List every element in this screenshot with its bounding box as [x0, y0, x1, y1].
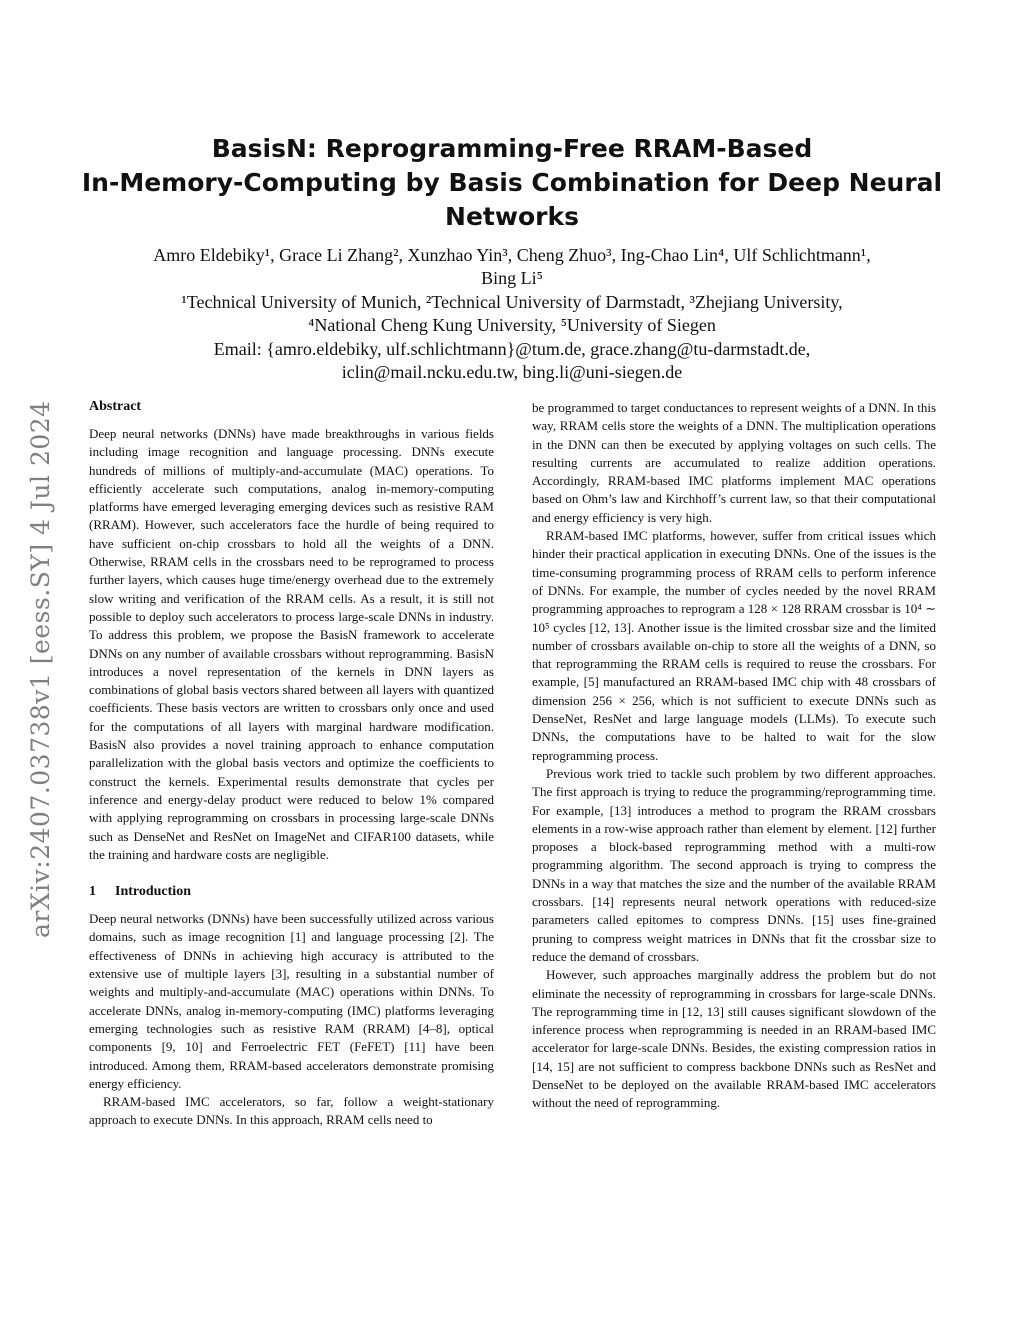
- email-line: iclin@mail.ncku.edu.tw, bing.li@uni-siegen.de: [341, 362, 683, 382]
- body-paragraph: RRAM-based IMC platforms, however, suffer from critical issues which hinder their practical application in executing DNNs. One of the issues is the time-consuming programming process of RRAM cells to perform inference of DNNs. For example, the number of cycles needed by the novel RRAM programming approaches to reprogram a 128 × 128 RRAM crossbar is 10⁴ ∼ 10⁵ cycles [12, 13]. Another issue is the limited crossbar size and the limited number of crossbars available on-chip to store all the weights of a DNN, so that reprogramming the RRAM cells is required to reuse the crossbars. For example, [5] manufactured an RRAM-based IMC chip with 48 crossbars of dimension 256 × 256, which is not sufficient to execute DNNs such as DenseNet, ResNet and large language models (LLMs). To execute such DNNs, the computations have to be halted to wait for the slow reprogramming process.: [532, 528, 936, 763]
- title-line: In-Memory-Computing by Basis Combination for Deep Neural: [81, 168, 943, 197]
- intro-paragraph: RRAM-based IMC accelerators, so far, follow a weight-stationary approach to execute DNNs. In this approach, RRAM cells need to: [89, 1094, 494, 1128]
- paper-title: [80, 132, 944, 234]
- abstract-heading: Abstract: [89, 399, 142, 414]
- author-line: Bing Li⁵: [481, 268, 543, 288]
- body-paragraph: be programmed to target conductances to represent weights of a DNN. In this way, RRAM cells store the weights of a DNN. The multiplication operations in the DNN can then be executed by applying voltages on such cells. The resulting currents are accumulated to realize addition operations. Accordingly, RRAM-based IMC platforms implement MAC operations based on Ohm’s law and Kirchhoff’s current law, so that their computational and energy efficiency is very high.: [532, 400, 936, 525]
- section-title: Introduction: [115, 884, 191, 900]
- email-line: Email: {amro.eldebiky, ulf.schlichtmann}@tum.de, grace.zhang@tu-darmstadt.de,: [213, 339, 811, 359]
- body-paragraph: Previous work tried to tackle such problem by two different approaches. The first approach is trying to reduce the programming/reprogramming time. For example, [13] introduces a method to program the RRAM crossbars elements in a row-wise approach rather than element by element. [12] further proposes a block-based reprogramming method with a multi-row programming algorithm. The second approach is trying to compress the DNNs in a way that matches the size and the number of the available RRAM crossbars. [14] represents neural network operations with reduced-size parameters called epitomes to compress DNNs. [15] uses fine-grained pruning to compress weight matrices in DNNs that fit the crossbar size to reduce the demand of crossbars.: [532, 765, 936, 964]
- affiliation-line: ⁴National Cheng Kung University, ⁵University of Siegen: [308, 315, 716, 335]
- author-line: Amro Eldebiky¹, Grace Li Zhang², Xunzhao Yin³, Cheng Zhuo³, Ing-Chao Lin⁴, Ulf Schlichtmann¹,: [153, 245, 871, 265]
- left-column: [89, 398, 494, 1130]
- body-paragraph: However, such approaches marginally address the problem but do not eliminate the necessity of reprogramming in crossbars for large-scale DNNs. The reprogramming time in [12, 13] still causes significant slowdown of the inference process when reprogramming is needed in an RRAM-based IMC accelerator for large-scale DNNs. Besides, the existing compression ratios in [14, 15] are not sufficient to compress backbone DNNs such as ResNet and DenseNet to be deployed on the available RRAM-based IMC accelerators without the need of reprogramming.: [532, 967, 936, 1111]
- title-line: BasisN: Reprogramming-Free RRAM-Based: [211, 134, 813, 163]
- affiliation-line: ¹Technical University of Munich, ²Technical University of Darmstadt, ³Zhejiang University,: [181, 292, 843, 312]
- title-line: Networks: [445, 202, 579, 231]
- arxiv-identifier: arXiv:2407.03738v1 [eess.SY] 4 Jul 2024: [26, 400, 55, 938]
- abstract-text: Deep neural networks (DNNs) have made breakthroughs in various fields including image recognition and language processing. DNNs execute hundreds of millions of multiply-and-accumulate (MAC) operations. To efficiently accelerate such computations, analog in-memory-computing platforms have emerged leveraging emerging devices such as resistive RAM (RRAM). However, such accelerators face the hurdle of being required to have sufficient on-chip crossbars to hold all the weights of a DNN. Otherwise, RRAM cells in the crossbars need to be reprogramed to process further layers, which causes huge time/energy overhead due to the extremely slow writing and verification of the RRAM cells. As a result, it is still not possible to deploy such accelerators to process large-scale DNNs in industry. To address this problem, we propose the BasisN framework to accelerate DNNs on any number of available crossbars without reprogramming. BasisN introduces a novel representation of the kernels in DNN layers as combinations of global basis vectors shared between all layers with quantized coefficients. These basis vectors are written to crossbars only once and used for the computations of all layers with marginal hardware modification. BasisN also provides a novel training approach to enhance computation parallelization with the global basis vectors and optimize the coefficients to construct the kernels. Experimental results demonstrate that cycles per inference and energy-delay product were reduced to below 1% compared with applying reprogramming on crossbars in processing large-scale DNNs such as DenseNet and ResNet on ImageNet and CIFAR100 datasets, while the training and hardware costs are negligible.: [89, 426, 494, 862]
- author-emails: [70, 338, 954, 384]
- author-list: [70, 244, 954, 290]
- introduction-heading: [89, 883, 494, 901]
- section-number: 1: [89, 884, 96, 900]
- right-column: [532, 399, 936, 1113]
- intro-paragraph: Deep neural networks (DNNs) have been successfully utilized across various domains, such as image recognition [1] and language processing [2]. The effectiveness of DNNs in achieving high accuracy is attributed to the extensive use of multiple layers [3], resulting in a substantial number of weights and multiply-and-accumulate (MAC) operations within DNNs. To accelerate DNNs, analog in-memory-computing (IMC) platforms leveraging emerging technologies such as resistive RAM (RRAM) [4–8], optical components [9, 10] and Ferroelectric FET (FeFET) [11] have been introduced. Among them, RRAM-based accelerators demonstrate promising energy efficiency.: [89, 911, 494, 1091]
- affiliations: [70, 291, 954, 337]
